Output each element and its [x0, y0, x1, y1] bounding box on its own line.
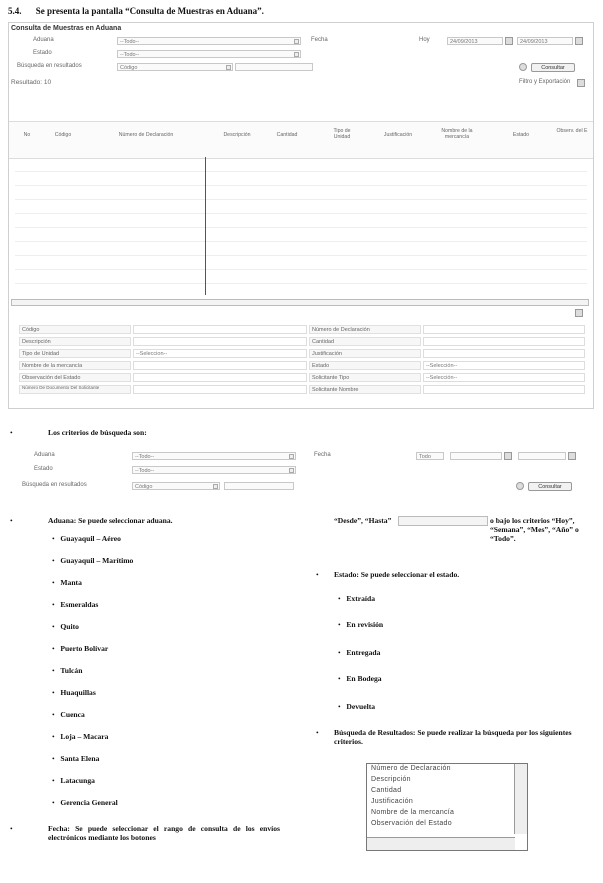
detail-value[interactable] [133, 373, 307, 382]
estado-label: Estado [33, 50, 52, 56]
vertical-scrollbar[interactable] [514, 764, 527, 834]
detail-value[interactable] [423, 337, 585, 346]
busqueda-label: Búsqueda en resultados [17, 63, 82, 69]
list-item: • En revisión [338, 620, 384, 629]
detail-label: Tipo de Unidad [19, 349, 131, 358]
table-row [15, 185, 587, 186]
list-item: • Huaquillas [52, 688, 96, 697]
filter-row-busqueda [9, 63, 593, 73]
filter-export-link[interactable]: Filtro y Exportación [519, 79, 571, 85]
consultar-button[interactable]: Consultar [531, 63, 575, 72]
list-item: • En Bodega [338, 674, 382, 683]
busqueda-select[interactable]: Código [117, 63, 233, 71]
detail-select[interactable]: --Selección-- [423, 373, 585, 382]
list-item: • Latacunga [52, 776, 95, 785]
refresh-icon[interactable] [516, 482, 524, 490]
detail-value[interactable] [423, 325, 585, 334]
table-row [15, 241, 587, 242]
screenshot-criterios [22, 448, 580, 496]
detail-label: Número de Declaración [309, 325, 421, 334]
screenshot-consulta [8, 22, 594, 409]
fecha-continued-2: o bajo los criterios “Hoy”, “Semana”, “Mes”, “Año” o “Todo”. [490, 516, 579, 543]
detail-value[interactable] [423, 349, 585, 358]
fecha-label: Fecha [314, 452, 331, 458]
chevron-down-icon [289, 454, 294, 459]
detail-select[interactable]: --Selección-- [423, 361, 585, 370]
calendar-icon[interactable] [575, 37, 583, 45]
fecha-mode-select[interactable]: Todo [416, 452, 444, 460]
detail-label: Solicitante Tipo [309, 373, 421, 382]
horizontal-scrollbar[interactable] [367, 837, 515, 850]
filter-row-aduana [22, 452, 580, 462]
screen-title: Consulta de Muestras en Aduana [11, 25, 122, 32]
aduana-select[interactable]: --Todo-- [117, 37, 301, 45]
busqueda-select[interactable]: Código [132, 482, 220, 490]
estado-select[interactable]: --Todo-- [117, 50, 301, 58]
col-estado[interactable]: Estado [512, 132, 530, 138]
list-item: • Santa Elena [52, 754, 100, 763]
filter-row-busqueda [22, 482, 580, 492]
detail-label: Cantidad [309, 337, 421, 346]
filter-row-aduana [9, 37, 593, 47]
section-heading [8, 6, 264, 16]
detail-value[interactable] [133, 337, 307, 346]
col-tipo-unidad[interactable]: Tipo de Unidad [333, 128, 351, 140]
list-item[interactable]: Número de Declaración [371, 765, 451, 772]
col-observacion[interactable]: Observ. del E [556, 128, 588, 134]
list-item: • Extraída [338, 594, 376, 603]
list-item: • Guayaquil – Marítimo [52, 556, 134, 565]
criteria-intro: Los criterios de búsqueda son: [48, 428, 147, 437]
estado-label: Estado [34, 466, 53, 472]
bullet-fecha: Fecha: Se puede seleccionar el rango de consulta de los envíos electrónicos mediante los botones [48, 824, 280, 842]
list-item: • Quito [52, 622, 79, 631]
list-item[interactable]: Justificación [371, 798, 414, 805]
section-title: Se presenta la pantalla “Consulta de Muestras en Aduana”. [35, 6, 264, 16]
list-item[interactable]: Observación del Estado [371, 820, 452, 827]
busqueda-input[interactable] [235, 63, 313, 71]
list-item: • Manta [52, 578, 82, 587]
table-row [15, 199, 587, 200]
chevron-down-icon [213, 484, 218, 489]
chevron-down-icon [294, 39, 299, 44]
list-item[interactable]: Nombre de la mercancía [371, 809, 455, 816]
detail-label: Número De Documento Del Solicitante [19, 385, 131, 394]
detail-label: Estado [309, 361, 421, 370]
col-cantidad[interactable]: Cantidad [276, 132, 298, 138]
detail-label: Descripción [19, 337, 131, 346]
bullet-aduana: Aduana: Se puede seleccionar aduana. [48, 516, 173, 525]
result-count: Resultado: 10 [11, 79, 52, 86]
refresh-icon[interactable] [519, 63, 527, 71]
bullet-marker: • [10, 428, 13, 437]
detail-value[interactable] [423, 385, 585, 394]
bullet-marker: • [316, 570, 319, 579]
detail-value[interactable] [133, 385, 307, 394]
estado-list [338, 594, 538, 724]
filter-row-estado [9, 50, 593, 60]
bullet-estado: Estado: Se puede seleccionar el estado. [334, 570, 460, 579]
table-row [15, 213, 587, 214]
horizontal-scrollbar[interactable] [11, 299, 589, 306]
list-item[interactable]: Cantidad [371, 787, 402, 794]
col-no[interactable]: No [23, 132, 31, 138]
chevron-down-icon [289, 468, 294, 473]
chevron-down-icon [294, 52, 299, 57]
consultar-button[interactable]: Consultar [528, 482, 572, 491]
table-row [15, 171, 587, 172]
fecha-hasta-input[interactable]: 24/09/2013 [517, 37, 573, 45]
table-row [15, 255, 587, 256]
list-item: • Tulcán [52, 666, 83, 675]
list-item: • Guayaquil – Aéreo [52, 534, 121, 543]
busqueda-label: Búsqueda en resultados [22, 482, 87, 488]
fecha-desde-input[interactable] [450, 452, 502, 460]
col-nombre-mercancia[interactable]: Nombre de la mercancía [441, 128, 473, 140]
col-justificacion[interactable]: Justificación [383, 132, 413, 138]
list-item: • Puerto Bolívar [52, 644, 109, 653]
col-descripcion[interactable]: Descripción [223, 132, 251, 138]
list-item: • Devuelta [338, 702, 376, 711]
detail-label: Código [19, 325, 131, 334]
fecha-continued-1: “Desde”, “Hasta” [334, 516, 392, 525]
fecha-hasta-input[interactable] [518, 452, 566, 460]
bullet-marker: • [10, 824, 13, 833]
calendar-icon[interactable] [504, 452, 512, 460]
detail-label: Solicitante Nombre [309, 385, 421, 394]
chevron-down-icon [226, 65, 231, 70]
column-splitter[interactable] [205, 157, 206, 295]
bullet-busqueda: Búsqueda de Resultados: Se puede realizar la búsqueda por los siguientes criterios. [334, 728, 572, 746]
list-item: • Esmeraldas [52, 600, 99, 609]
aduana-select[interactable]: --Todo-- [132, 452, 296, 460]
list-item[interactable]: Descripción [371, 776, 411, 783]
fecha-widget-image [398, 516, 488, 526]
chevron-down-icon[interactable] [577, 79, 585, 87]
detail-value[interactable] [133, 325, 307, 334]
detail-value[interactable] [133, 361, 307, 370]
list-item: • Gerencia General [52, 798, 118, 807]
detail-label: Nombre de la mercancía [19, 361, 131, 370]
list-item: • Entregada [338, 648, 381, 657]
fecha-mode[interactable]: Hoy [419, 37, 430, 43]
busqueda-listbox[interactable] [366, 763, 528, 851]
col-codigo[interactable]: Código [54, 132, 72, 138]
aduana-label: Aduana [33, 37, 54, 43]
estado-select[interactable]: --Todo-- [132, 466, 296, 474]
list-item: • Cuenca [52, 710, 85, 719]
table-row [15, 227, 587, 228]
list-item: • Loja – Macara [52, 732, 109, 741]
bullet-marker: • [316, 728, 319, 737]
aduana-list [52, 534, 292, 814]
detail-select[interactable]: --Seleccion-- [133, 349, 307, 358]
busqueda-input[interactable] [224, 482, 294, 490]
detail-label: Observación del Estado [19, 373, 131, 382]
filter-row-estado [22, 466, 580, 476]
table-row [15, 283, 587, 284]
bullet-marker: • [10, 516, 13, 525]
detail-label: Justificación [309, 349, 421, 358]
chevron-down-icon[interactable] [575, 309, 583, 317]
section-number: 5.4. [8, 6, 22, 16]
aduana-label: Aduana [34, 452, 55, 458]
grid-body[interactable] [9, 157, 593, 295]
table-row [15, 269, 587, 270]
calendar-icon[interactable] [568, 452, 576, 460]
fecha-label: Fecha [311, 37, 328, 43]
col-numero-declaracion[interactable]: Número de Declaración [118, 132, 174, 138]
calendar-icon[interactable] [505, 37, 513, 45]
grid-header [9, 121, 593, 159]
fecha-desde-input[interactable]: 24/09/2013 [447, 37, 503, 45]
